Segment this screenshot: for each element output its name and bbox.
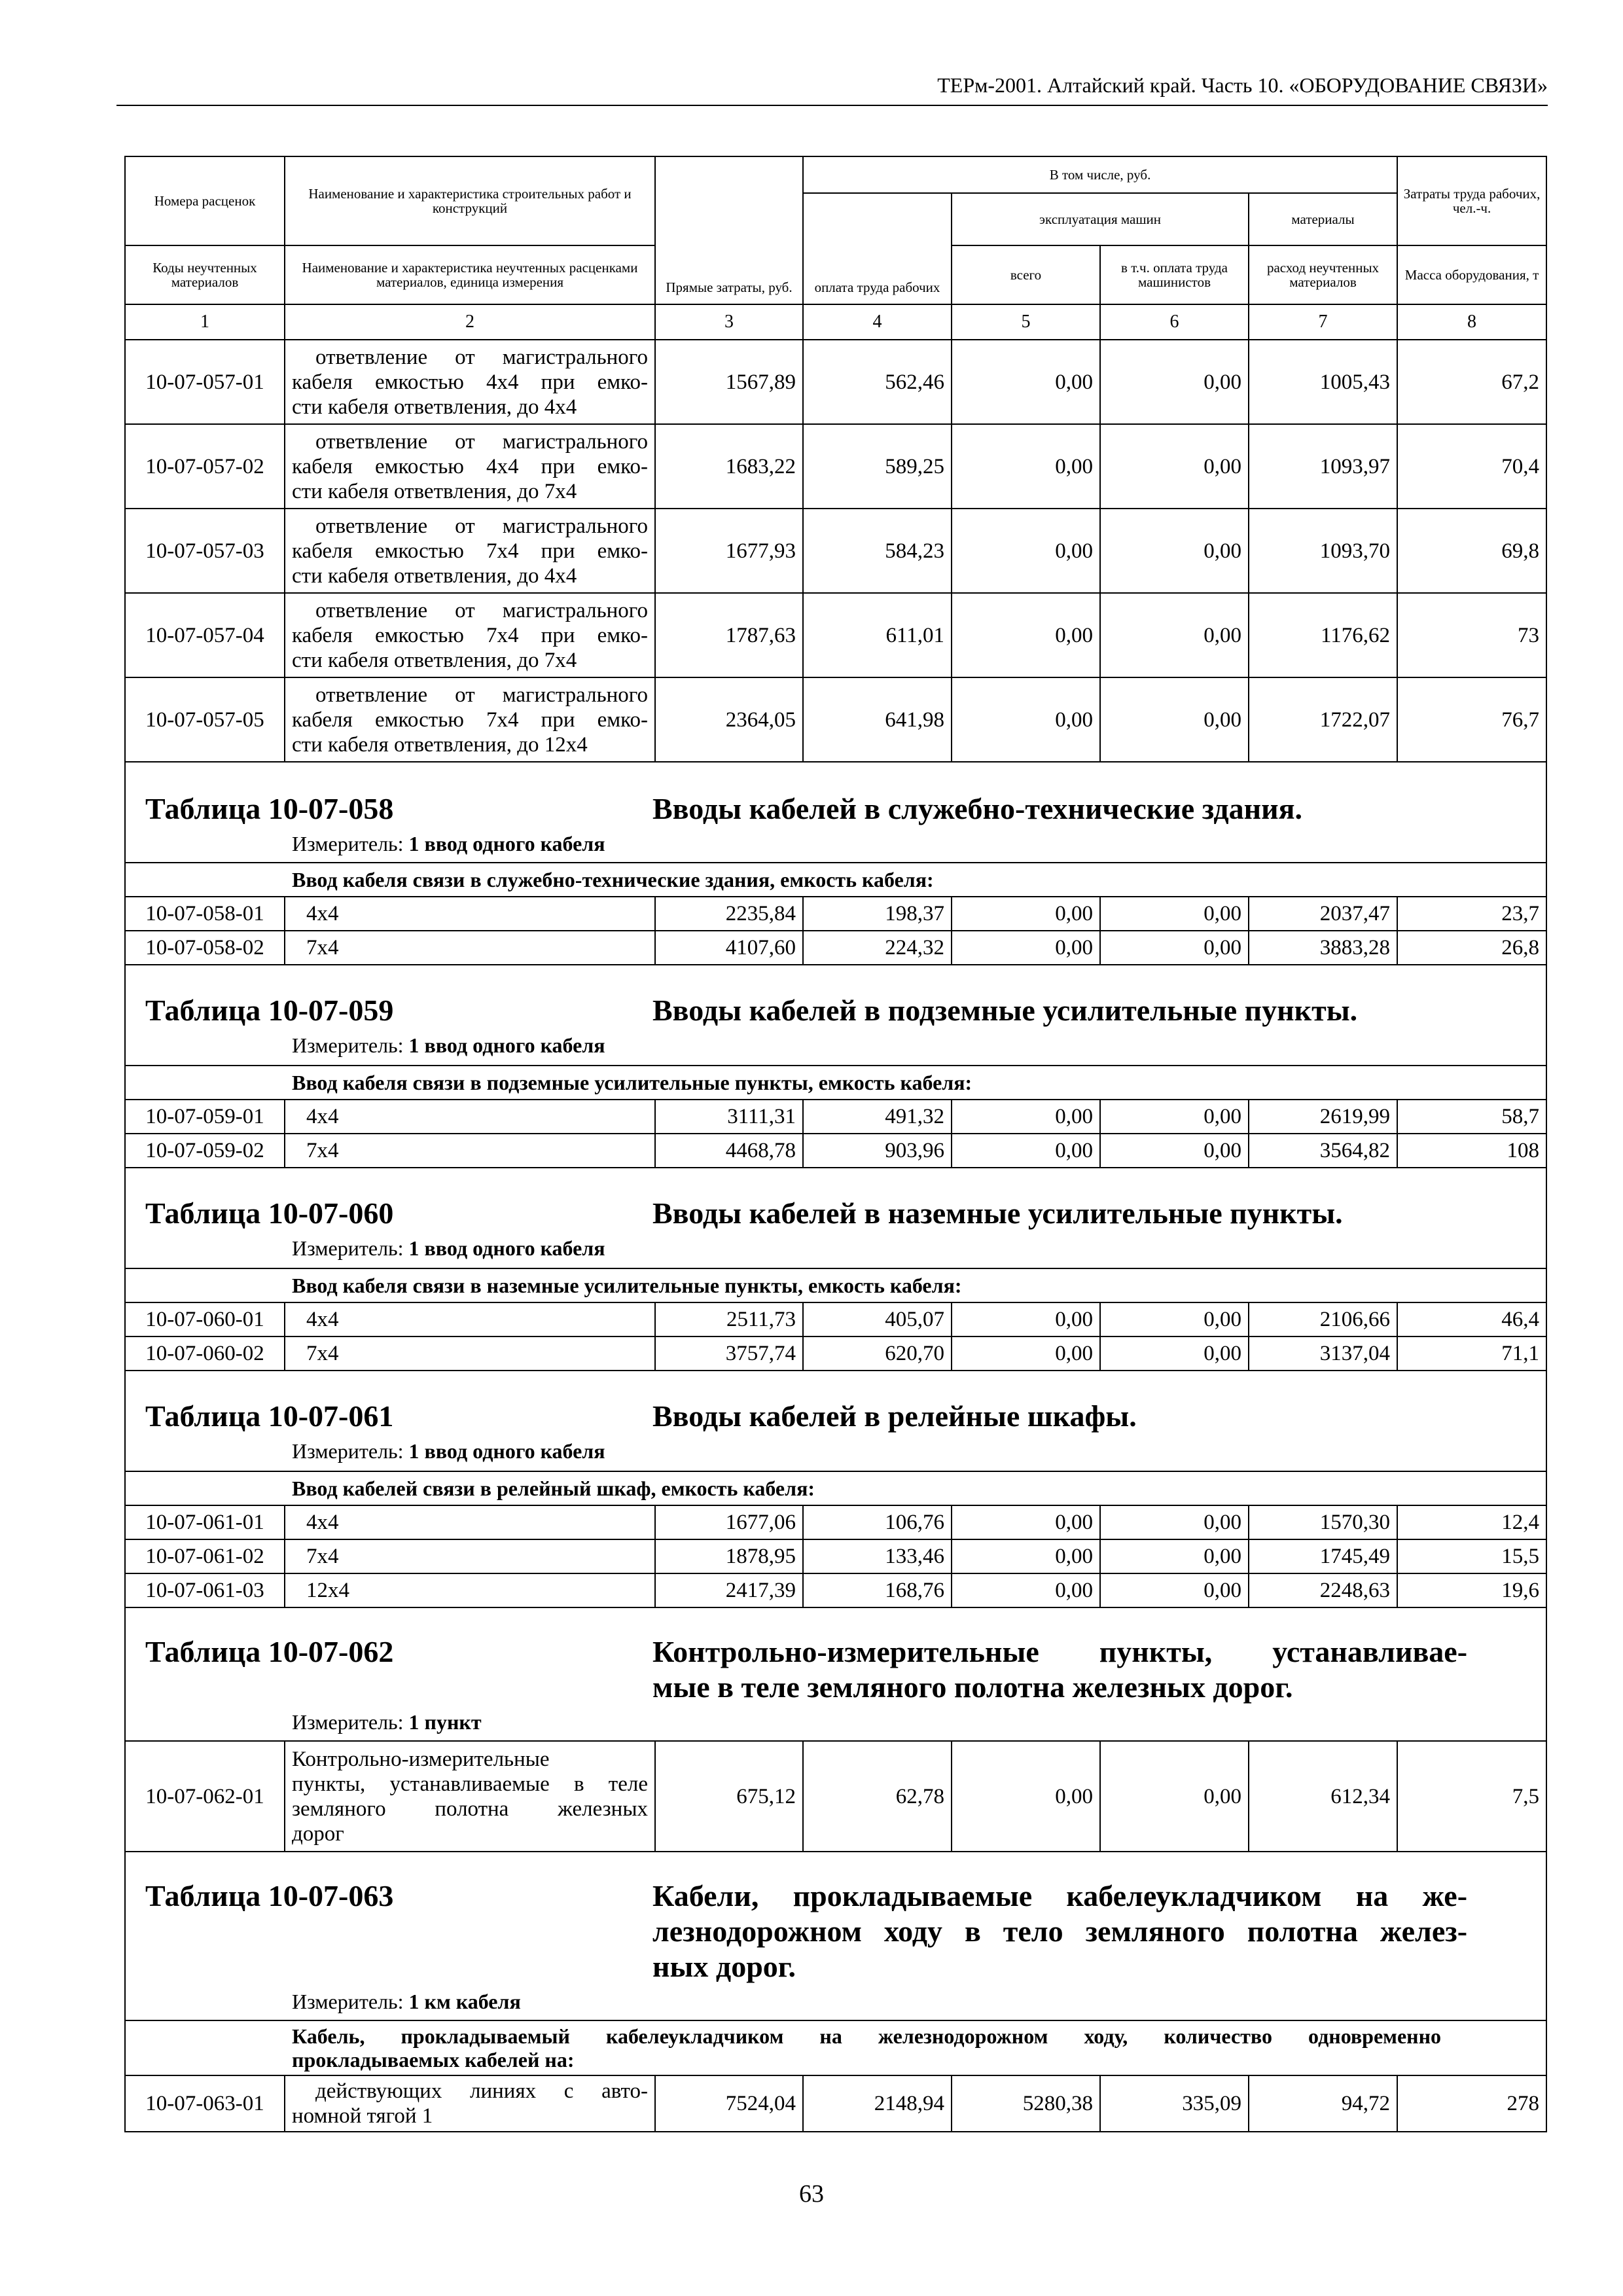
table-title-line: мые в теле земляного полотна железных дорог. (652, 1670, 1293, 1704)
row-labor: 71,1 (1397, 1336, 1546, 1371)
table-row (125, 509, 1546, 593)
desc-line: дорог (292, 1821, 344, 1846)
col-num: 5 (952, 304, 1100, 340)
table-row (125, 2075, 1546, 2132)
section-header-060 (125, 1168, 1546, 1268)
row-code: 10-07-057-01 (125, 340, 285, 424)
table-row (125, 897, 1546, 931)
row-description: 4x4 (285, 1505, 655, 1539)
row-code: 10-07-058-01 (125, 897, 285, 931)
row-machinists: 0,00 (1100, 1741, 1249, 1852)
section-header-061 (125, 1371, 1546, 1471)
row-mat: 1570,30 (1249, 1505, 1397, 1539)
meter-label: Измеритель: (292, 832, 404, 855)
row-labor: 69,8 (1397, 509, 1546, 593)
row-direct: 2511,73 (655, 1302, 803, 1336)
row-labor: 73 (1397, 593, 1546, 677)
row-description: 7x4 (285, 1539, 655, 1573)
running-header: ТЕРм-2001. Алтайский край. Часть 10. «ОБОРУДОВАНИЕ СВЯЗИ» (116, 71, 1548, 106)
desc-line: действующих линиях с авто- (315, 2079, 648, 2103)
table-number: Таблица 10-07-059 (145, 994, 394, 1027)
row-direct: 3757,74 (655, 1336, 803, 1371)
header-mass: Масса оборудования, т (1397, 245, 1546, 304)
row-mach: 0,00 (952, 1336, 1100, 1371)
row-direct: 2364,05 (655, 677, 803, 762)
table-row (125, 593, 1546, 677)
col-num: 8 (1397, 304, 1546, 340)
row-labor: 46,4 (1397, 1302, 1546, 1336)
row-machinists: 0,00 (1100, 424, 1249, 509)
subtitle-line: Кабель, прокладываемый кабелеукладчиком на железнодорожном ходу, количество одновременно (292, 2024, 1442, 2048)
row-machinists: 0,00 (1100, 1134, 1249, 1168)
table-title-line: Кабели, прокладываемые кабелеукладчиком на же- (652, 1879, 1468, 1912)
row-mat: 1093,97 (1249, 424, 1397, 509)
row-pay: 62,78 (803, 1741, 952, 1852)
row-mach: 0,00 (952, 1100, 1100, 1134)
table-number: Таблица 10-07-062 (145, 1635, 394, 1668)
row-mach: 5280,38 (952, 2075, 1100, 2132)
desc-line: кабеля емкостью 7x4 при емко- (292, 539, 648, 563)
row-machinists: 0,00 (1100, 1573, 1249, 1607)
row-code: 10-07-061-01 (125, 1505, 285, 1539)
row-mat: 3137,04 (1249, 1336, 1397, 1371)
row-mat: 1722,07 (1249, 677, 1397, 762)
table-row (125, 1302, 1546, 1336)
row-mach: 0,00 (952, 1134, 1100, 1168)
meter (292, 1990, 521, 2013)
row-description (285, 2075, 655, 2132)
row-mach: 0,00 (952, 509, 1100, 593)
row-mat: 1005,43 (1249, 340, 1397, 424)
row-machinists: 0,00 (1100, 593, 1249, 677)
desc-line: номной тягой 1 (292, 2104, 433, 2128)
row-code: 10-07-059-02 (125, 1134, 285, 1168)
desc-line: кабеля емкостью 7x4 при емко- (292, 623, 648, 647)
row-direct: 2417,39 (655, 1573, 803, 1607)
row-direct: 675,12 (655, 1741, 803, 1852)
row-description: 12x4 (285, 1573, 655, 1607)
row-pay: 106,76 (803, 1505, 952, 1539)
row-direct: 1567,89 (655, 340, 803, 424)
row-mat: 3883,28 (1249, 931, 1397, 965)
section-subtitle (125, 2020, 1546, 2075)
row-pay: 168,76 (803, 1573, 952, 1607)
desc-line: сти кабеля ответвления, до 4x4 (292, 395, 577, 419)
table-row (125, 1573, 1546, 1607)
desc-line: сти кабеля ответвления, до 4x4 (292, 564, 577, 588)
row-direct: 1683,22 (655, 424, 803, 509)
header-col-number: Номера расценок (125, 156, 285, 245)
desc-line: сти кабеля ответвления, до 12x4 (292, 732, 588, 757)
table-number: Таблица 10-07-061 (145, 1399, 394, 1433)
row-pay: 405,07 (803, 1302, 952, 1336)
row-machinists: 0,00 (1100, 1539, 1249, 1573)
table-number: Таблица 10-07-060 (145, 1196, 394, 1230)
desc-line: кабеля емкостью 4x4 при емко- (292, 370, 648, 394)
row-mat: 1176,62 (1249, 593, 1397, 677)
col-num: 1 (125, 304, 285, 340)
desc-line: ответвление от магистрального (315, 345, 648, 369)
table-title: Вводы кабелей в служебно-технические здания. (652, 792, 1303, 825)
row-labor: 278 (1397, 2075, 1546, 2132)
row-labor: 15,5 (1397, 1539, 1546, 1573)
section-header-059 (125, 965, 1546, 1066)
row-description (285, 424, 655, 509)
row-mat: 2248,63 (1249, 1573, 1397, 1607)
desc-line: Контрольно-измерительные (292, 1747, 550, 1771)
row-mat: 2619,99 (1249, 1100, 1397, 1134)
meter-label: Измеритель: (292, 1236, 404, 1260)
row-pay: 611,01 (803, 593, 952, 677)
row-pay: 641,98 (803, 677, 952, 762)
row-direct: 4107,60 (655, 931, 803, 965)
row-pay: 491,32 (803, 1100, 952, 1134)
table-title-line: ных дорог. (652, 1950, 796, 1983)
row-mach: 0,00 (952, 424, 1100, 509)
section-header-058 (125, 762, 1546, 863)
meter-value: 1 км кабеля (408, 1990, 521, 2013)
row-code: 10-07-057-04 (125, 593, 285, 677)
section-subtitle: Ввод кабеля связи в наземные усилительные пункты, емкость кабеля: (125, 1268, 1546, 1302)
header-total: всего (952, 245, 1100, 304)
row-mach: 0,00 (952, 340, 1100, 424)
desc-line: ответвление от магистрального (315, 429, 648, 454)
row-mat: 2106,66 (1249, 1302, 1397, 1336)
meter-value: 1 ввод одного кабеля (408, 1439, 605, 1463)
row-machinists: 0,00 (1100, 1302, 1249, 1336)
row-direct: 3111,31 (655, 1100, 803, 1134)
meter-label: Измеритель: (292, 1439, 404, 1463)
row-code: 10-07-058-02 (125, 931, 285, 965)
header-machines: эксплуатация машин (952, 193, 1249, 245)
col-num: 7 (1249, 304, 1397, 340)
row-description (285, 1741, 655, 1852)
row-code: 10-07-063-01 (125, 2075, 285, 2132)
row-labor: 12,4 (1397, 1505, 1546, 1539)
header-labor-pay: оплата труда рабочих (803, 193, 952, 304)
row-description (285, 340, 655, 424)
row-direct: 1677,06 (655, 1505, 803, 1539)
row-mat: 2037,47 (1249, 897, 1397, 931)
table-title: Вводы кабелей в наземные усилительные пункты. (652, 1196, 1343, 1230)
row-mat: 612,34 (1249, 1741, 1397, 1852)
table-row (125, 424, 1546, 509)
header-col-direct: Прямые затраты, руб. (655, 156, 803, 304)
table-row (125, 340, 1546, 424)
row-pay: 584,23 (803, 509, 952, 593)
row-mat: 3564,82 (1249, 1134, 1397, 1168)
row-machinists: 0,00 (1100, 897, 1249, 931)
subtitle-line: прокладываемых кабелей на: (292, 2048, 575, 2072)
header-materials: материалы (1249, 193, 1397, 245)
desc-line: ответвление от магистрального (315, 683, 648, 707)
row-machinists: 0,00 (1100, 1505, 1249, 1539)
meter-value: 1 ввод одного кабеля (408, 1236, 605, 1260)
row-description (285, 593, 655, 677)
row-labor: 108 (1397, 1134, 1546, 1168)
row-mach: 0,00 (952, 1573, 1100, 1607)
row-labor: 23,7 (1397, 897, 1546, 931)
row-pay: 589,25 (803, 424, 952, 509)
column-number-row (125, 304, 1546, 340)
row-mat: 1093,70 (1249, 509, 1397, 593)
table-row (125, 1336, 1546, 1371)
meter-label: Измеритель: (292, 1710, 404, 1734)
header-including: В том числе, руб. (803, 156, 1397, 193)
row-description: 4x4 (285, 897, 655, 931)
meter-value: 1 ввод одного кабеля (408, 1033, 605, 1057)
row-description: 7x4 (285, 1336, 655, 1371)
desc-line: ответвление от магистрального (315, 598, 648, 622)
col-num: 3 (655, 304, 803, 340)
row-machinists: 0,00 (1100, 509, 1249, 593)
row-labor: 7,5 (1397, 1741, 1546, 1852)
meter (292, 832, 605, 855)
page-number: 63 (799, 2180, 824, 2208)
col-num: 4 (803, 304, 952, 340)
row-code: 10-07-057-02 (125, 424, 285, 509)
row-description: 4x4 (285, 1100, 655, 1134)
desc-line: земляного полотна железных (292, 1797, 648, 1821)
row-direct: 1878,95 (655, 1539, 803, 1573)
row-description (285, 509, 655, 593)
row-description: 4x4 (285, 1302, 655, 1336)
row-code: 10-07-061-03 (125, 1573, 285, 1607)
row-machinists: 0,00 (1100, 931, 1249, 965)
row-machinists: 335,09 (1100, 2075, 1249, 2132)
row-mach: 0,00 (952, 1302, 1100, 1336)
table-row (125, 1741, 1546, 1852)
row-pay: 133,46 (803, 1539, 952, 1573)
row-description: 7x4 (285, 931, 655, 965)
row-code: 10-07-062-01 (125, 1741, 285, 1852)
row-code: 10-07-057-03 (125, 509, 285, 593)
table-row (125, 677, 1546, 762)
row-direct: 4468,78 (655, 1134, 803, 1168)
row-code: 10-07-057-05 (125, 677, 285, 762)
header-col-name2: Наименование и характеристика неучтенных расценками материалов, единица измерения (285, 245, 655, 304)
row-mach: 0,00 (952, 931, 1100, 965)
row-direct: 1677,93 (655, 509, 803, 593)
row-machinists: 0,00 (1100, 677, 1249, 762)
desc-line: ответвление от магистрального (315, 514, 648, 538)
row-labor: 76,7 (1397, 677, 1546, 762)
row-direct: 2235,84 (655, 897, 803, 931)
pricing-table (124, 156, 1547, 2132)
table-title: Вводы кабелей в релейные шкафы. (652, 1399, 1137, 1433)
row-pay: 224,32 (803, 931, 952, 965)
desc-line: кабеля емкостью 7x4 при емко- (292, 708, 648, 732)
section-subtitle: Ввод кабеля связи в подземные усилительные пункты, емкость кабеля: (125, 1066, 1546, 1100)
header-unaccounted: расход неучтенных материалов (1249, 245, 1397, 304)
table-row (125, 931, 1546, 965)
table-title-line: лезнодорожном ходу в тело земляного полотна желез- (652, 1914, 1468, 1948)
row-pay: 903,96 (803, 1134, 952, 1168)
section-header-062 (125, 1607, 1546, 1741)
header-machinists: в т.ч. оплата труда машинистов (1100, 245, 1249, 304)
table-number: Таблица 10-07-058 (145, 792, 394, 825)
desc-line: сти кабеля ответвления, до 7x4 (292, 479, 577, 503)
table-row (125, 1134, 1546, 1168)
col-num: 2 (285, 304, 655, 340)
row-pay: 620,70 (803, 1336, 952, 1371)
row-pay: 198,37 (803, 897, 952, 931)
table-row (125, 1100, 1546, 1134)
row-pay: 2148,94 (803, 2075, 952, 2132)
meter (292, 1439, 605, 1463)
row-machinists: 0,00 (1100, 1336, 1249, 1371)
meter-value: 1 пункт (408, 1710, 482, 1734)
row-mat: 94,72 (1249, 2075, 1397, 2132)
meter (292, 1710, 482, 1734)
row-mach: 0,00 (952, 897, 1100, 931)
col-num: 6 (1100, 304, 1249, 340)
row-mach: 0,00 (952, 677, 1100, 762)
row-machinists: 0,00 (1100, 340, 1249, 424)
row-mach: 0,00 (952, 1539, 1100, 1573)
row-mach: 0,00 (952, 1741, 1100, 1852)
row-description (285, 677, 655, 762)
desc-line: сти кабеля ответвления, до 7x4 (292, 648, 577, 672)
row-direct: 7524,04 (655, 2075, 803, 2132)
table-title-line: Контрольно-измерительные пункты, устанавливае- (652, 1635, 1468, 1668)
row-description: 7x4 (285, 1134, 655, 1168)
header-col-name: Наименование и характеристика строительных работ и конструкций (285, 156, 655, 245)
table-row (125, 1505, 1546, 1539)
desc-line: пункты, устанавливаемые в теле (292, 1772, 648, 1796)
section-header-063 (125, 1852, 1546, 2020)
row-labor: 67,2 (1397, 340, 1546, 424)
row-mat: 1745,49 (1249, 1539, 1397, 1573)
row-code: 10-07-059-01 (125, 1100, 285, 1134)
row-pay: 562,46 (803, 340, 952, 424)
section-subtitle: Ввод кабеля связи в служебно-технические здания, емкость кабеля: (125, 863, 1546, 897)
meter-label: Измеритель: (292, 1033, 404, 1057)
row-labor: 19,6 (1397, 1573, 1546, 1607)
row-machinists: 0,00 (1100, 1100, 1249, 1134)
section-subtitle: Ввод кабелей связи в релейный шкаф, емкость кабеля: (125, 1471, 1546, 1505)
row-labor: 26,8 (1397, 931, 1546, 965)
row-mach: 0,00 (952, 593, 1100, 677)
row-labor: 70,4 (1397, 424, 1546, 509)
table-row (125, 1539, 1546, 1573)
row-labor: 58,7 (1397, 1100, 1546, 1134)
meter-label: Измеритель: (292, 1990, 404, 2013)
table-number: Таблица 10-07-063 (145, 1879, 394, 1912)
row-code: 10-07-060-02 (125, 1336, 285, 1371)
row-code: 10-07-061-02 (125, 1539, 285, 1573)
meter-value: 1 ввод одного кабеля (408, 832, 605, 855)
header-col-codes: Коды неучтенных материалов (125, 245, 285, 304)
meter (292, 1033, 605, 1057)
header-row-1 (125, 156, 1546, 193)
row-code: 10-07-060-01 (125, 1302, 285, 1336)
desc-line: кабеля емкостью 4x4 при емко- (292, 454, 648, 478)
table-title: Вводы кабелей в подземные усилительные пункты. (652, 994, 1358, 1027)
meter (292, 1236, 605, 1260)
row-mach: 0,00 (952, 1505, 1100, 1539)
row-direct: 1787,63 (655, 593, 803, 677)
header-col-labor: Затраты труда рабочих, чел.-ч. (1397, 156, 1546, 245)
